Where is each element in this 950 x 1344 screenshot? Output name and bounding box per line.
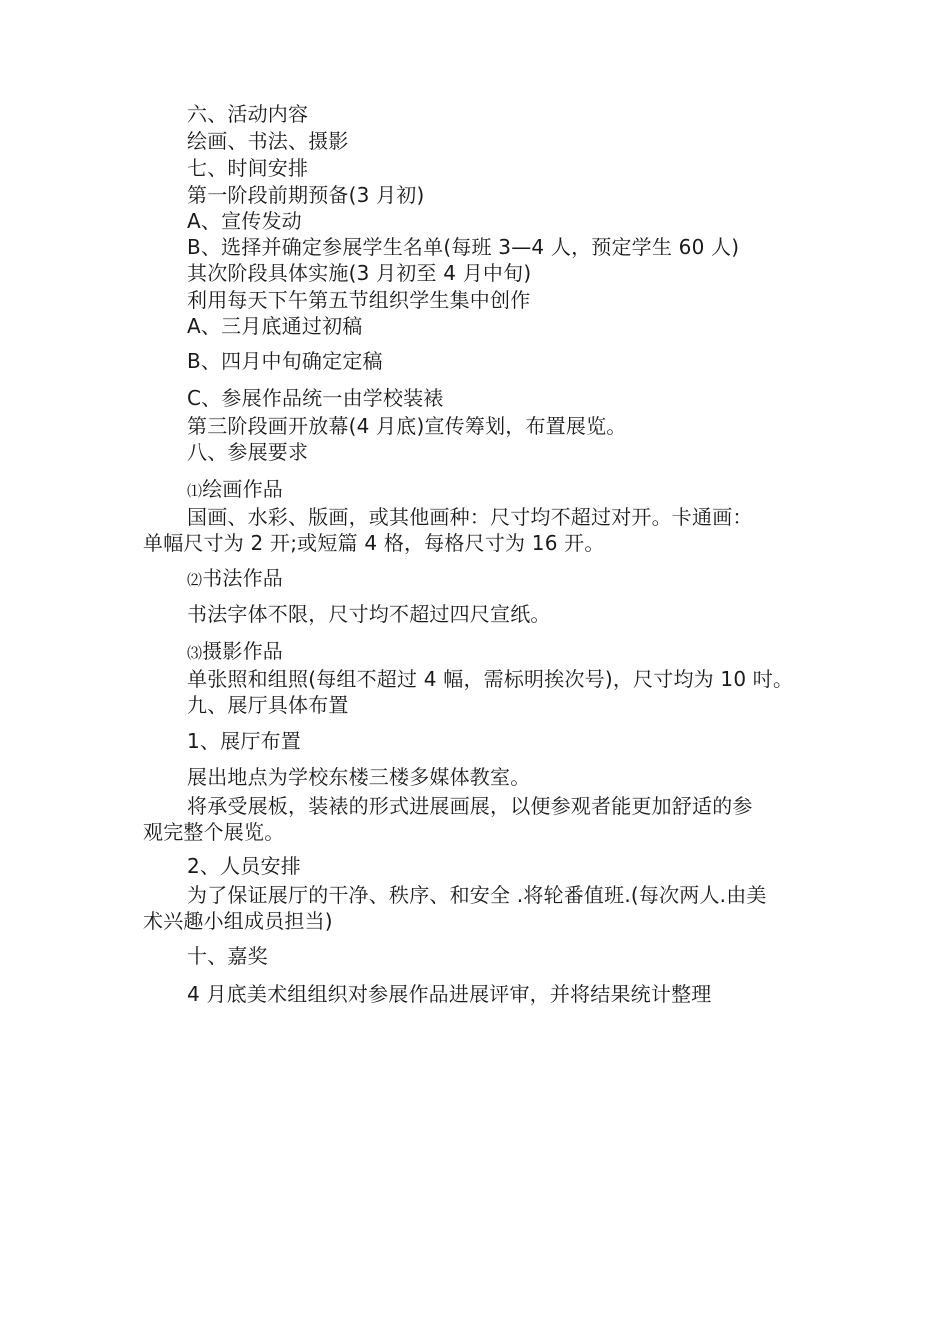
section-heading-activity-content: 六、活动内容 (187, 102, 309, 126)
text-line: 展出地点为学校东楼三楼多媒体教室。 (187, 765, 531, 789)
text-line: 国画、水彩、版画，或其他画种：尺寸均不超过对开。卡通画： (187, 505, 753, 529)
subheading-painting (187, 476, 283, 504)
text-line: 绘画、书法、摄影 (187, 129, 349, 153)
subheading-label: 书法作品 (202, 566, 284, 590)
text-line: 2、人员安排 (187, 854, 301, 878)
text-line: B、选择并确定参展学生名单(每班 3—4 人，预定学生 60 人) (187, 235, 740, 259)
text-line: 第一阶段前期预备(3 月初) (187, 183, 425, 207)
list-number: ⑵ (187, 571, 203, 589)
text-line: 其次阶段具体实施(3 月初至 4 月中旬) (187, 261, 532, 285)
section-heading-requirements: 八、参展要求 (187, 440, 309, 464)
text-line: B、四月中旬确定定稿 (187, 349, 383, 373)
section-heading-hall-layout: 九、展厅具体布置 (187, 693, 349, 717)
subheading-calligraphy (187, 565, 283, 593)
text-line: C、参展作品统一由学校装裱 (187, 386, 444, 410)
section-heading-awards: 十、嘉奖 (187, 944, 268, 968)
text-line: A、宣传发动 (187, 209, 302, 233)
text-line: 观完整个展览。 (143, 820, 285, 844)
text-line: 单幅尺寸为 2 开;或短篇 4 格，每格尺寸为 16 开。 (143, 531, 605, 555)
text-line: 为了保证展厅的干净、秩序、和安全 .将轮番值班.(每次两人.由美 (187, 883, 767, 907)
text-line: 1、展厅布置 (187, 729, 301, 753)
text-line: 将承受展板，装裱的形式进展画展，以便参观者能更加舒适的参 (187, 794, 753, 818)
text-line: 利用每天下午第五节组织学生集中创作 (187, 288, 531, 312)
subheading-label: 绘画作品 (202, 477, 284, 501)
subheading-photography (187, 638, 283, 666)
list-number: ⑶ (187, 644, 203, 662)
text-line: 单张照和组照(每组不超过 4 幅，需标明挨次号)，尺寸均为 10 吋。 (187, 667, 794, 691)
list-number: ⑴ (187, 482, 203, 500)
section-heading-schedule: 七、时间安排 (187, 156, 309, 180)
subheading-label: 摄影作品 (202, 639, 284, 663)
text-line: 第三阶段画开放幕(4 月底)宣传筹划，布置展览。 (187, 414, 627, 438)
text-line: 书法字体不限，尺寸均不超过四尺宣纸。 (187, 602, 551, 626)
text-line: 术兴趣小组成员担当) (143, 909, 333, 933)
text-line: A、三月底通过初稿 (187, 314, 363, 338)
text-line: 4 月底美术组组织对参展作品进展评审，并将结果统计整理 (187, 982, 712, 1006)
